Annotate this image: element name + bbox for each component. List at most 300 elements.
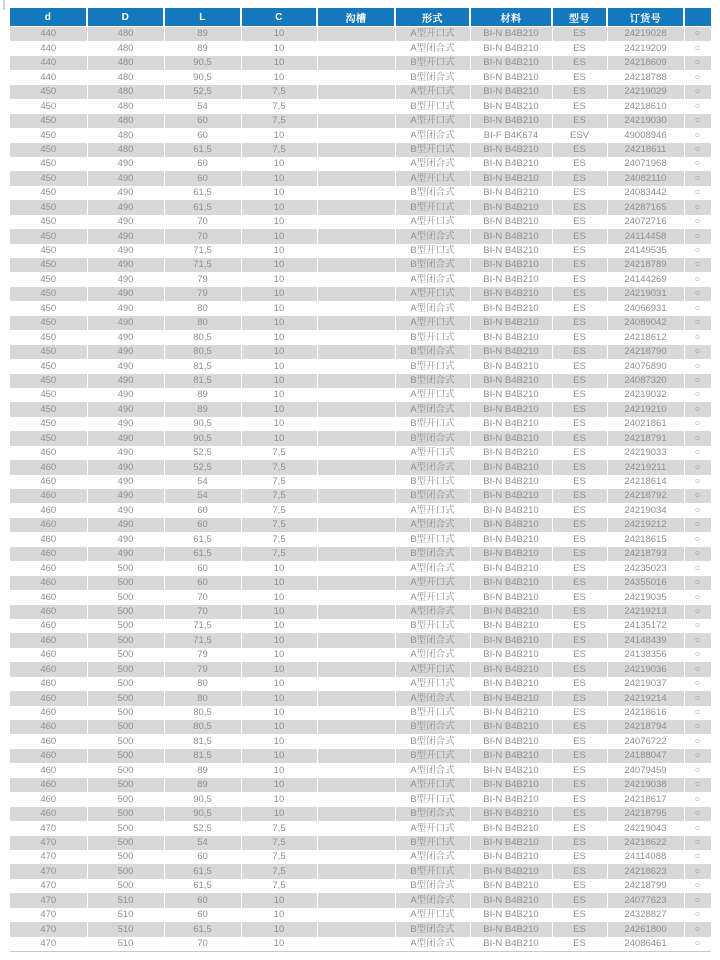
cell-D: 510 [87,922,164,936]
cell-type: A型闭合式 [395,41,470,55]
cell-groove [317,359,395,373]
cell-C: 7,5 [241,503,317,517]
cell-C: 7,5 [241,821,317,835]
cell-L: 81,5 [164,734,241,748]
cell-d: 470 [10,864,87,878]
cell-C: 10 [241,561,317,575]
cell-model: ES [552,41,607,55]
cell-type: A型闭合式 [395,518,470,532]
cell-d: 460 [10,706,87,720]
cell-model: ES [552,561,607,575]
cell-d: 460 [10,792,87,806]
cell-D: 490 [87,518,164,532]
cell-model: ES [552,503,607,517]
table-row [10,85,711,99]
cell-D: 500 [87,605,164,619]
cell-material: BI-N B4B210 [470,619,552,633]
cell-L: 61,5 [164,186,241,200]
cell-material: BI-N B4B210 [470,157,552,171]
cell-type: A型开口式 [395,821,470,835]
cell-D: 500 [87,662,164,676]
cell-order-no: 24218793 [607,547,684,561]
cell-material: BI-N B4B210 [470,258,552,272]
cell-availability [684,561,711,575]
table-row [10,301,711,315]
cell-model: ES [552,229,607,243]
cell-type: B型闭合式 [395,807,470,821]
cell-groove [317,417,395,431]
cell-C: 7,5 [241,547,317,561]
availability-circle-icon: ○ [695,923,701,934]
cell-D: 490 [87,431,164,445]
cell-groove [317,879,395,893]
availability-circle-icon: ○ [695,374,701,385]
cell-groove [317,301,395,315]
cell-material: BI-N B4B210 [470,821,552,835]
cell-C: 10 [241,633,317,647]
cell-type: B型开口式 [395,99,470,113]
cell-material: BI-N B4B210 [470,590,552,604]
page-edge-mark [3,0,5,10]
cell-d: 460 [10,749,87,763]
availability-circle-icon: ○ [695,735,701,746]
cell-groove [317,864,395,878]
cell-material: BI-N B4B210 [470,287,552,301]
cell-model: ES [552,374,607,388]
cell-L: 71,5 [164,633,241,647]
cell-model: ES [552,576,607,590]
cell-material: BI-N B4B210 [470,272,552,286]
cell-D: 490 [87,186,164,200]
table-row [10,879,711,893]
cell-availability [684,99,711,113]
availability-circle-icon: ○ [695,648,701,659]
cell-d: 450 [10,359,87,373]
cell-D: 500 [87,648,164,662]
cell-type: A型开口式 [395,388,470,402]
cell-groove [317,792,395,806]
cell-d: 460 [10,662,87,676]
cell-L: 70 [164,937,241,952]
cell-type: B型开口式 [395,749,470,763]
cell-model: ES [552,85,607,99]
cell-availability [684,532,711,546]
cell-C: 7,5 [241,114,317,128]
cell-order-no: 24218788 [607,70,684,84]
cell-order-no: 24079459 [607,763,684,777]
cell-availability [684,258,711,272]
cell-d: 470 [10,879,87,893]
cell-d: 460 [10,633,87,647]
cell-type: B型闭合式 [395,374,470,388]
cell-material: BI-N B4B210 [470,879,552,893]
cell-availability [684,114,711,128]
cell-D: 490 [87,330,164,344]
cell-C: 7,5 [241,85,317,99]
cell-model: ES [552,215,607,229]
cell-material: BI-N B4B210 [470,200,552,214]
table-row [10,662,711,676]
availability-circle-icon: ○ [695,85,701,96]
cell-groove [317,157,395,171]
cell-type: A型闭合式 [395,402,470,416]
cell-groove [317,244,395,258]
cell-d: 450 [10,85,87,99]
cell-availability [684,402,711,416]
table-row [10,778,711,792]
cell-C: 7,5 [241,532,317,546]
cell-type: A型开口式 [395,446,470,460]
table-row [10,258,711,272]
cell-model: ES [552,171,607,185]
column-header-groove: 沟槽 [317,8,395,27]
cell-d: 470 [10,937,87,952]
cell-L: 60 [164,157,241,171]
availability-circle-icon: ○ [695,504,701,515]
cell-model: ES [552,749,607,763]
cell-L: 60 [164,128,241,142]
cell-L: 54 [164,99,241,113]
cell-L: 60 [164,893,241,907]
cell-material: BI-N B4B210 [470,316,552,330]
cell-C: 10 [241,807,317,821]
cell-d: 460 [10,763,87,777]
cell-d: 460 [10,475,87,489]
cell-d: 450 [10,388,87,402]
cell-type: A型开口式 [395,503,470,517]
cell-model: ES [552,200,607,214]
cell-material: BI-N B4B210 [470,229,552,243]
cell-D: 490 [87,417,164,431]
cell-type: A型闭合式 [395,561,470,575]
cell-type: B型闭合式 [395,922,470,936]
column-header-d: d [10,8,87,27]
cell-model: ES [552,691,607,705]
cell-D: 500 [87,763,164,777]
cell-L: 79 [164,648,241,662]
cell-type: B型闭合式 [395,489,470,503]
cell-availability [684,821,711,835]
table-row [10,590,711,604]
cell-type: B型闭合式 [395,633,470,647]
cell-order-no: 24219028 [607,27,684,42]
table-row [10,532,711,546]
cell-type: A型闭合式 [395,229,470,243]
cell-availability [684,186,711,200]
cell-availability [684,143,711,157]
cell-D: 490 [87,157,164,171]
table-row [10,648,711,662]
cell-groove [317,272,395,286]
table-row [10,836,711,850]
cell-d: 470 [10,850,87,864]
cell-L: 90,5 [164,431,241,445]
cell-L: 52,5 [164,821,241,835]
cell-d: 460 [10,691,87,705]
availability-circle-icon: ○ [695,562,701,573]
cell-D: 510 [87,937,164,952]
cell-material: BI-N B4B210 [470,893,552,907]
cell-C: 10 [241,619,317,633]
cell-material: BI-N B4B210 [470,691,552,705]
cell-material: BI-N B4B210 [470,475,552,489]
cell-L: 70 [164,590,241,604]
cell-order-no: 24355016 [607,576,684,590]
cell-C: 7,5 [241,864,317,878]
cell-C: 10 [241,70,317,84]
cell-order-no: 24072716 [607,215,684,229]
table-row [10,908,711,922]
column-header-material: 材料 [470,8,552,27]
cell-order-no: 24138356 [607,648,684,662]
cell-groove [317,518,395,532]
cell-d: 450 [10,157,87,171]
table-row [10,518,711,532]
availability-circle-icon: ○ [695,619,701,630]
availability-circle-icon: ○ [695,273,701,284]
cell-material: BI-N B4B210 [470,99,552,113]
cell-C: 10 [241,763,317,777]
cell-D: 480 [87,85,164,99]
cell-order-no: 24218612 [607,330,684,344]
cell-type: A型闭合式 [395,648,470,662]
cell-model: ES [552,417,607,431]
cell-C: 10 [241,792,317,806]
table-row [10,937,711,952]
cell-groove [317,215,395,229]
cell-d: 440 [10,41,87,55]
cell-material: BI-N B4B210 [470,792,552,806]
table-row [10,143,711,157]
table-row [10,229,711,243]
cell-material: BI-N B4B210 [470,749,552,763]
cell-model: ES [552,518,607,532]
availability-circle-icon: ○ [695,807,701,818]
cell-d: 460 [10,605,87,619]
cell-type: A型开口式 [395,85,470,99]
cell-D: 500 [87,864,164,878]
cell-D: 480 [87,41,164,55]
cell-type: B型闭合式 [395,258,470,272]
availability-circle-icon: ○ [695,793,701,804]
cell-order-no: 24219033 [607,446,684,460]
cell-model: ES [552,244,607,258]
cell-groove [317,345,395,359]
cell-d: 440 [10,56,87,70]
cell-order-no: 24114458 [607,229,684,243]
cell-d: 450 [10,402,87,416]
cell-availability [684,475,711,489]
cell-d: 450 [10,316,87,330]
cell-availability [684,778,711,792]
cell-type: A型开口式 [395,287,470,301]
cell-groove [317,70,395,84]
availability-circle-icon: ○ [695,287,701,298]
cell-L: 79 [164,272,241,286]
cell-d: 450 [10,374,87,388]
table-row [10,56,711,70]
cell-model: ES [552,807,607,821]
table-row [10,807,711,821]
availability-circle-icon: ○ [695,778,701,789]
cell-order-no: 24114088 [607,850,684,864]
table-row [10,244,711,258]
cell-C: 10 [241,431,317,445]
cell-order-no: 24218617 [607,792,684,806]
cell-groove [317,532,395,546]
cell-d: 460 [10,677,87,691]
cell-model: ES [552,864,607,878]
cell-groove [317,893,395,907]
cell-D: 480 [87,114,164,128]
cell-availability [684,648,711,662]
cell-model: ES [552,272,607,286]
cell-groove [317,648,395,662]
cell-C: 10 [241,186,317,200]
cell-type: A型闭合式 [395,605,470,619]
cell-model: ES [552,56,607,70]
cell-availability [684,836,711,850]
cell-availability [684,879,711,893]
cell-L: 79 [164,662,241,676]
cell-groove [317,734,395,748]
cell-type: B型闭合式 [395,734,470,748]
cell-D: 500 [87,821,164,835]
cell-D: 480 [87,128,164,142]
cell-order-no: 24219034 [607,503,684,517]
availability-circle-icon: ○ [695,316,701,327]
cell-L: 54 [164,836,241,850]
table-row [10,359,711,373]
cell-order-no: 24219038 [607,778,684,792]
cell-type: A型闭合式 [395,691,470,705]
cell-D: 490 [87,229,164,243]
cell-order-no: 24219214 [607,691,684,705]
cell-groove [317,677,395,691]
cell-availability [684,56,711,70]
cell-type: A型闭合式 [395,460,470,474]
cell-material: BI-N B4B210 [470,446,552,460]
cell-material: BI-N B4B210 [470,244,552,258]
table-row [10,561,711,575]
cell-model: ES [552,99,607,113]
cell-type: B型开口式 [395,532,470,546]
availability-circle-icon: ○ [695,634,701,645]
availability-circle-icon: ○ [695,143,701,154]
cell-order-no: 24287165 [607,200,684,214]
availability-circle-icon: ○ [695,937,701,948]
table-row [10,460,711,474]
cell-d: 460 [10,648,87,662]
cell-material: BI-N B4B210 [470,576,552,590]
table-row [10,215,711,229]
cell-L: 71,5 [164,619,241,633]
cell-L: 60 [164,561,241,575]
table-row [10,27,711,42]
cell-availability [684,864,711,878]
availability-circle-icon: ○ [695,446,701,457]
column-header-type: 形式 [395,8,470,27]
cell-d: 450 [10,244,87,258]
cell-C: 7,5 [241,446,317,460]
availability-circle-icon: ○ [695,850,701,861]
cell-L: 60 [164,576,241,590]
cell-D: 500 [87,619,164,633]
cell-C: 10 [241,287,317,301]
cell-d: 470 [10,908,87,922]
cell-order-no: 24219211 [607,460,684,474]
cell-C: 10 [241,908,317,922]
cell-D: 500 [87,706,164,720]
cell-L: 54 [164,475,241,489]
cell-L: 60 [164,518,241,532]
cell-availability [684,489,711,503]
cell-groove [317,186,395,200]
cell-L: 79 [164,287,241,301]
availability-circle-icon: ○ [695,489,701,500]
cell-D: 490 [87,402,164,416]
table-row [10,99,711,113]
cell-d: 460 [10,807,87,821]
cell-model: ES [552,460,607,474]
table-row [10,763,711,777]
cell-C: 10 [241,734,317,748]
cell-D: 500 [87,850,164,864]
table-row [10,792,711,806]
cell-C: 10 [241,893,317,907]
cell-model: ES [552,821,607,835]
cell-groove [317,691,395,705]
cell-L: 61,5 [164,864,241,878]
table-row [10,114,711,128]
cell-order-no: 24219035 [607,590,684,604]
cell-groove [317,937,395,952]
cell-material: BI-N B4B210 [470,114,552,128]
cell-L: 80,5 [164,706,241,720]
table-row [10,316,711,330]
availability-circle-icon: ○ [695,865,701,876]
cell-L: 60 [164,114,241,128]
cell-availability [684,807,711,821]
cell-availability [684,662,711,676]
cell-model: ES [552,648,607,662]
cell-material: BI-N B4B210 [470,330,552,344]
cell-d: 460 [10,576,87,590]
cell-groove [317,200,395,214]
cell-D: 490 [87,244,164,258]
cell-model: ES [552,388,607,402]
availability-circle-icon: ○ [695,547,701,558]
cell-d: 460 [10,547,87,561]
cell-model: ES [552,359,607,373]
cell-material: BI-N B4B210 [470,763,552,777]
cell-L: 80 [164,316,241,330]
table-row [10,677,711,691]
cell-availability [684,446,711,460]
cell-L: 60 [164,908,241,922]
cell-d: 460 [10,503,87,517]
cell-material: BI-N B4B210 [470,402,552,416]
availability-circle-icon: ○ [695,706,701,717]
table-row [10,157,711,171]
table-row [10,128,711,142]
cell-groove [317,633,395,647]
cell-L: 90,5 [164,792,241,806]
cell-d: 450 [10,258,87,272]
cell-type: B型开口式 [395,143,470,157]
cell-model: ES [552,778,607,792]
cell-groove [317,258,395,272]
